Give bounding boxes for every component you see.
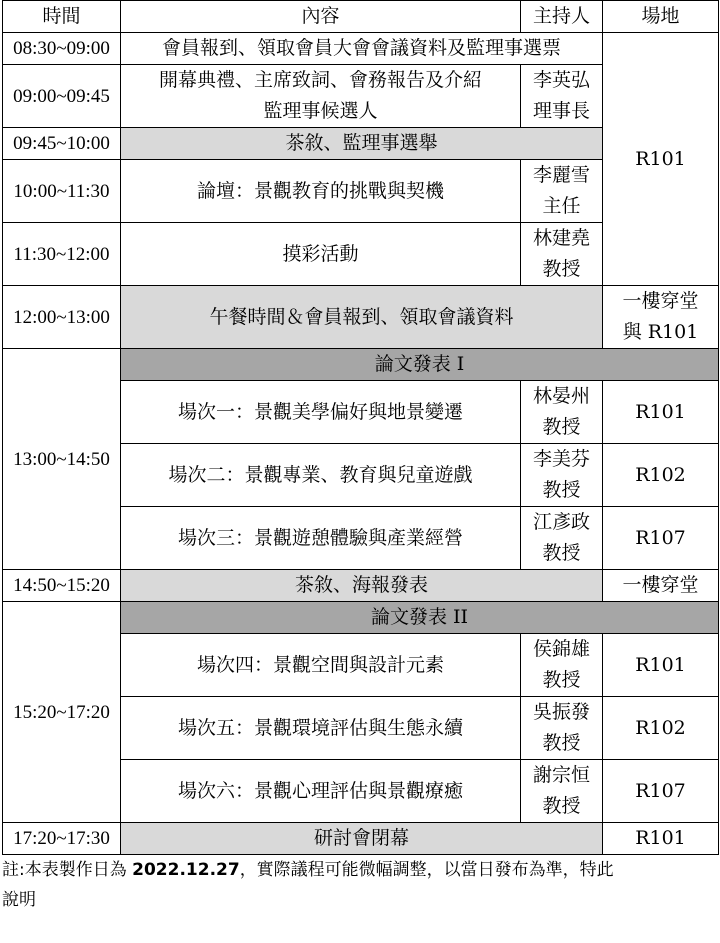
venue-cell: 一樓穿堂 [603,570,719,602]
content-cell: 摸彩活動 [121,223,521,286]
session-title: 論文發表 II [121,602,719,634]
time-cell: 15:20~17:20 [3,602,121,823]
time-cell: 08:30~09:00 [3,33,121,65]
time-cell: 11:30~12:00 [3,223,121,286]
content-cell: 研討會閉幕 [121,823,603,855]
host-name: 林建堯 [532,227,590,249]
host-name: 李麗雪 [532,164,590,186]
host-title: 教授 [542,479,581,501]
host-title: 教授 [542,732,581,754]
host-name: 李美芬 [532,448,590,470]
venue-cell: R102 [603,697,719,760]
host-cell [521,160,603,223]
footnote-prefix: 註:本表製作日為 [2,860,127,880]
content-line: 監理事候選人 [263,100,378,122]
content-line: 開幕典禮、主席致詞、會務報告及介紹 [158,69,482,91]
host-title: 教授 [542,795,581,817]
table-row [3,570,719,602]
content-cell: 場次一：景觀美學偏好與地景變遷 [121,381,521,444]
host-name: 侯錦雄 [532,638,590,660]
host-name: 吳振發 [532,701,590,723]
header-host: 主持人 [521,1,603,33]
time-cell: 13:00~14:50 [3,349,121,570]
host-title: 教授 [542,416,581,438]
time-cell: 09:00~09:45 [3,65,121,128]
header-time: 時間 [3,1,121,33]
host-cell [521,507,603,570]
venue-cell: R102 [603,444,719,507]
time-cell: 17:20~17:30 [3,823,121,855]
venue-cell: R101 [603,823,719,855]
agenda-table [2,0,719,855]
header-content: 內容 [121,1,521,33]
venue-cell: R107 [603,760,719,823]
host-title: 理事長 [532,100,590,122]
time-cell: 09:45~10:00 [3,128,121,160]
host-cell [521,223,603,286]
content-cell [121,65,521,128]
host-title: 教授 [542,669,581,691]
content-cell: 論壇：景觀教育的挑戰與契機 [121,160,521,223]
footnote [2,855,718,915]
host-title: 教授 [542,258,581,280]
footnote-date: 2022.12.27 [132,860,240,880]
venue-line: 一樓穿堂 [622,290,699,312]
host-cell [521,634,603,697]
host-name: 林晏州 [532,385,590,407]
host-cell [521,697,603,760]
host-title: 教授 [542,542,581,564]
header-venue: 場地 [603,1,719,33]
venue-cell: R101 [603,381,719,444]
content-cell: 場次三：景觀遊憩體驗與產業經營 [121,507,521,570]
time-cell: 12:00~13:00 [3,286,121,349]
host-name: 江彥政 [532,511,590,533]
content-cell: 會員報到、領取會員大會會議資料及監理事選票 [121,33,603,65]
venue-cell: R101 [603,634,719,697]
content-cell: 場次二：景觀專業、教育與兒童遊戲 [121,444,521,507]
header-row [3,1,719,33]
footnote-suffix: ，實際議程可能微幅調整，以當日發布為準，特此 [239,860,614,880]
content-cell: 場次四：景觀空間與設計元素 [121,634,521,697]
venue-cell [603,286,719,349]
venue-cell: R107 [603,507,719,570]
content-cell: 場次六：景觀心理評估與景觀療癒 [121,760,521,823]
time-cell: 14:50~15:20 [3,570,121,602]
host-name: 李英弘 [532,69,590,91]
content-cell: 場次五：景觀環境評估與生態永續 [121,697,521,760]
footnote-line2: 說明 [2,890,36,910]
table-row [3,602,719,634]
content-cell: 茶敘、海報發表 [121,570,603,602]
venue-cell: R101 [603,33,719,286]
host-cell [521,760,603,823]
table-row [3,823,719,855]
table-row [3,349,719,381]
table-row [3,286,719,349]
host-name: 謝宗恒 [532,764,590,786]
time-cell: 10:00~11:30 [3,160,121,223]
host-cell [521,444,603,507]
venue-line: 與 R101 [622,321,699,343]
host-cell [521,65,603,128]
table-row [3,33,719,65]
content-cell: 午餐時間＆會員報到、領取會議資料 [121,286,603,349]
host-title: 主任 [542,195,581,217]
session-title: 論文發表 I [121,349,719,381]
host-cell [521,381,603,444]
content-cell: 茶敘、監理事選舉 [121,128,603,160]
